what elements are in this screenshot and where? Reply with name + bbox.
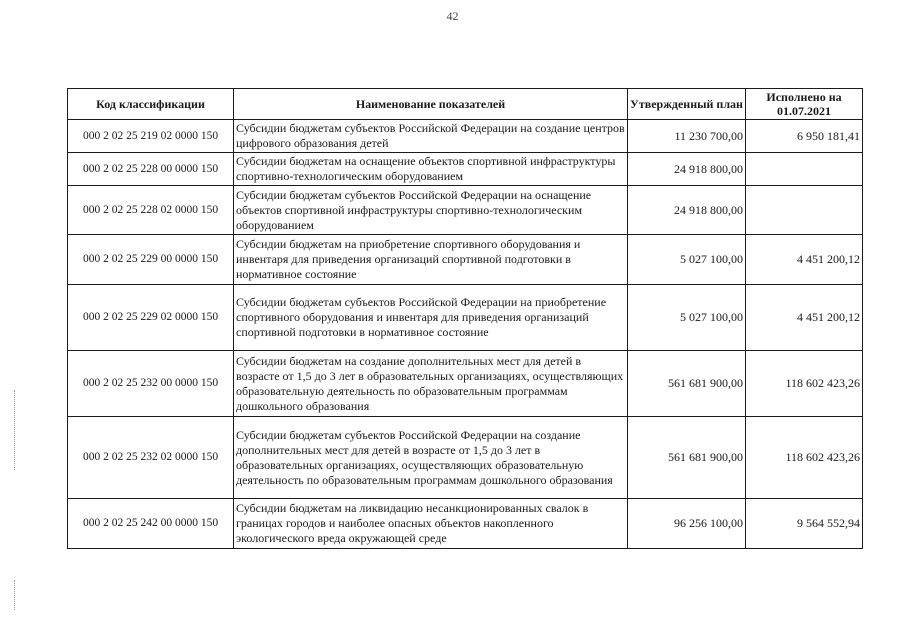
cell-name: Субсидии бюджетам субъектов Российской Федерации на приобретение спортивного оборудования и инвентаря для приведения организаций спортивной подготовки в нормативное состояние <box>234 285 628 351</box>
cell-name: Субсидии бюджетам субъектов Российской Федерации на создание дополнительных мест для детей в возрасте от 1,5 до 3 лет в образовательных организациях, осуществляющих образовательную деятельность по образовательным программам дошкольного образования <box>234 417 628 499</box>
cell-name: Субсидии бюджетам на создание дополнительных мест для детей в возрасте от 1,5 до 3 лет в образовательных организациях, осуществляющих образовательную деятельность по образовательным программам дошкольного образования <box>234 351 628 417</box>
cell-executed: 4 451 200,12 <box>746 235 863 285</box>
cell-name: Субсидии бюджетам на приобретение спортивного оборудования и инвентаря для приведения организаций спортивной подготовки в нормативное состояние <box>234 235 628 285</box>
table-row <box>68 499 863 549</box>
table-header-row <box>68 89 863 120</box>
cell-name: Субсидии бюджетам субъектов Российской Федерации на оснащение объектов спортивной инфраструктуры спортивно-технологическим оборудованием <box>234 186 628 235</box>
header-code: Код классификации <box>68 89 234 120</box>
cell-name: Субсидии бюджетам на оснащение объектов спортивной инфраструктуры спортивно-технологическим оборудованием <box>234 153 628 186</box>
page-number: 42 <box>446 9 459 23</box>
table-row <box>68 186 863 235</box>
cell-code: 000 2 02 25 228 02 0000 150 <box>68 186 234 235</box>
cell-code: 000 2 02 25 242 00 0000 150 <box>68 499 234 549</box>
cell-executed <box>746 186 863 235</box>
margin-mark <box>14 580 16 610</box>
cell-plan: 11 230 700,00 <box>628 120 746 153</box>
table-row <box>68 417 863 499</box>
header-executed: Исполнено на 01.07.2021 <box>746 89 863 120</box>
cell-code: 000 2 02 25 219 02 0000 150 <box>68 120 234 153</box>
cell-code: 000 2 02 25 232 00 0000 150 <box>68 351 234 417</box>
cell-code: 000 2 02 25 232 02 0000 150 <box>68 417 234 499</box>
cell-executed <box>746 153 863 186</box>
header-name: Наименование показателей <box>234 89 628 120</box>
header-plan: Утвержденный план <box>628 89 746 120</box>
cell-executed: 9 564 552,94 <box>746 499 863 549</box>
table-row <box>68 235 863 285</box>
cell-executed: 118 602 423,26 <box>746 351 863 417</box>
table-row <box>68 120 863 153</box>
budget-table <box>67 88 863 549</box>
cell-code: 000 2 02 25 228 00 0000 150 <box>68 153 234 186</box>
cell-name: Субсидии бюджетам на ликвидацию несанкционированных свалок в границах городов и наиболее опасных объектов накопленного экологического вреда окружающей среде <box>234 499 628 549</box>
table-row <box>68 153 863 186</box>
cell-plan: 5 027 100,00 <box>628 235 746 285</box>
cell-plan: 24 918 800,00 <box>628 186 746 235</box>
margin-mark <box>14 390 16 470</box>
cell-executed: 6 950 181,41 <box>746 120 863 153</box>
cell-plan: 5 027 100,00 <box>628 285 746 351</box>
cell-code: 000 2 02 25 229 02 0000 150 <box>68 285 234 351</box>
table-row <box>68 285 863 351</box>
cell-plan: 24 918 800,00 <box>628 153 746 186</box>
cell-name: Субсидии бюджетам субъектов Российской Федерации на создание центров цифрового образования детей <box>234 120 628 153</box>
cell-plan: 561 681 900,00 <box>628 417 746 499</box>
cell-plan: 561 681 900,00 <box>628 351 746 417</box>
table-row <box>68 351 863 417</box>
cell-code: 000 2 02 25 229 00 0000 150 <box>68 235 234 285</box>
cell-executed: 118 602 423,26 <box>746 417 863 499</box>
cell-plan: 96 256 100,00 <box>628 499 746 549</box>
cell-executed: 4 451 200,12 <box>746 285 863 351</box>
